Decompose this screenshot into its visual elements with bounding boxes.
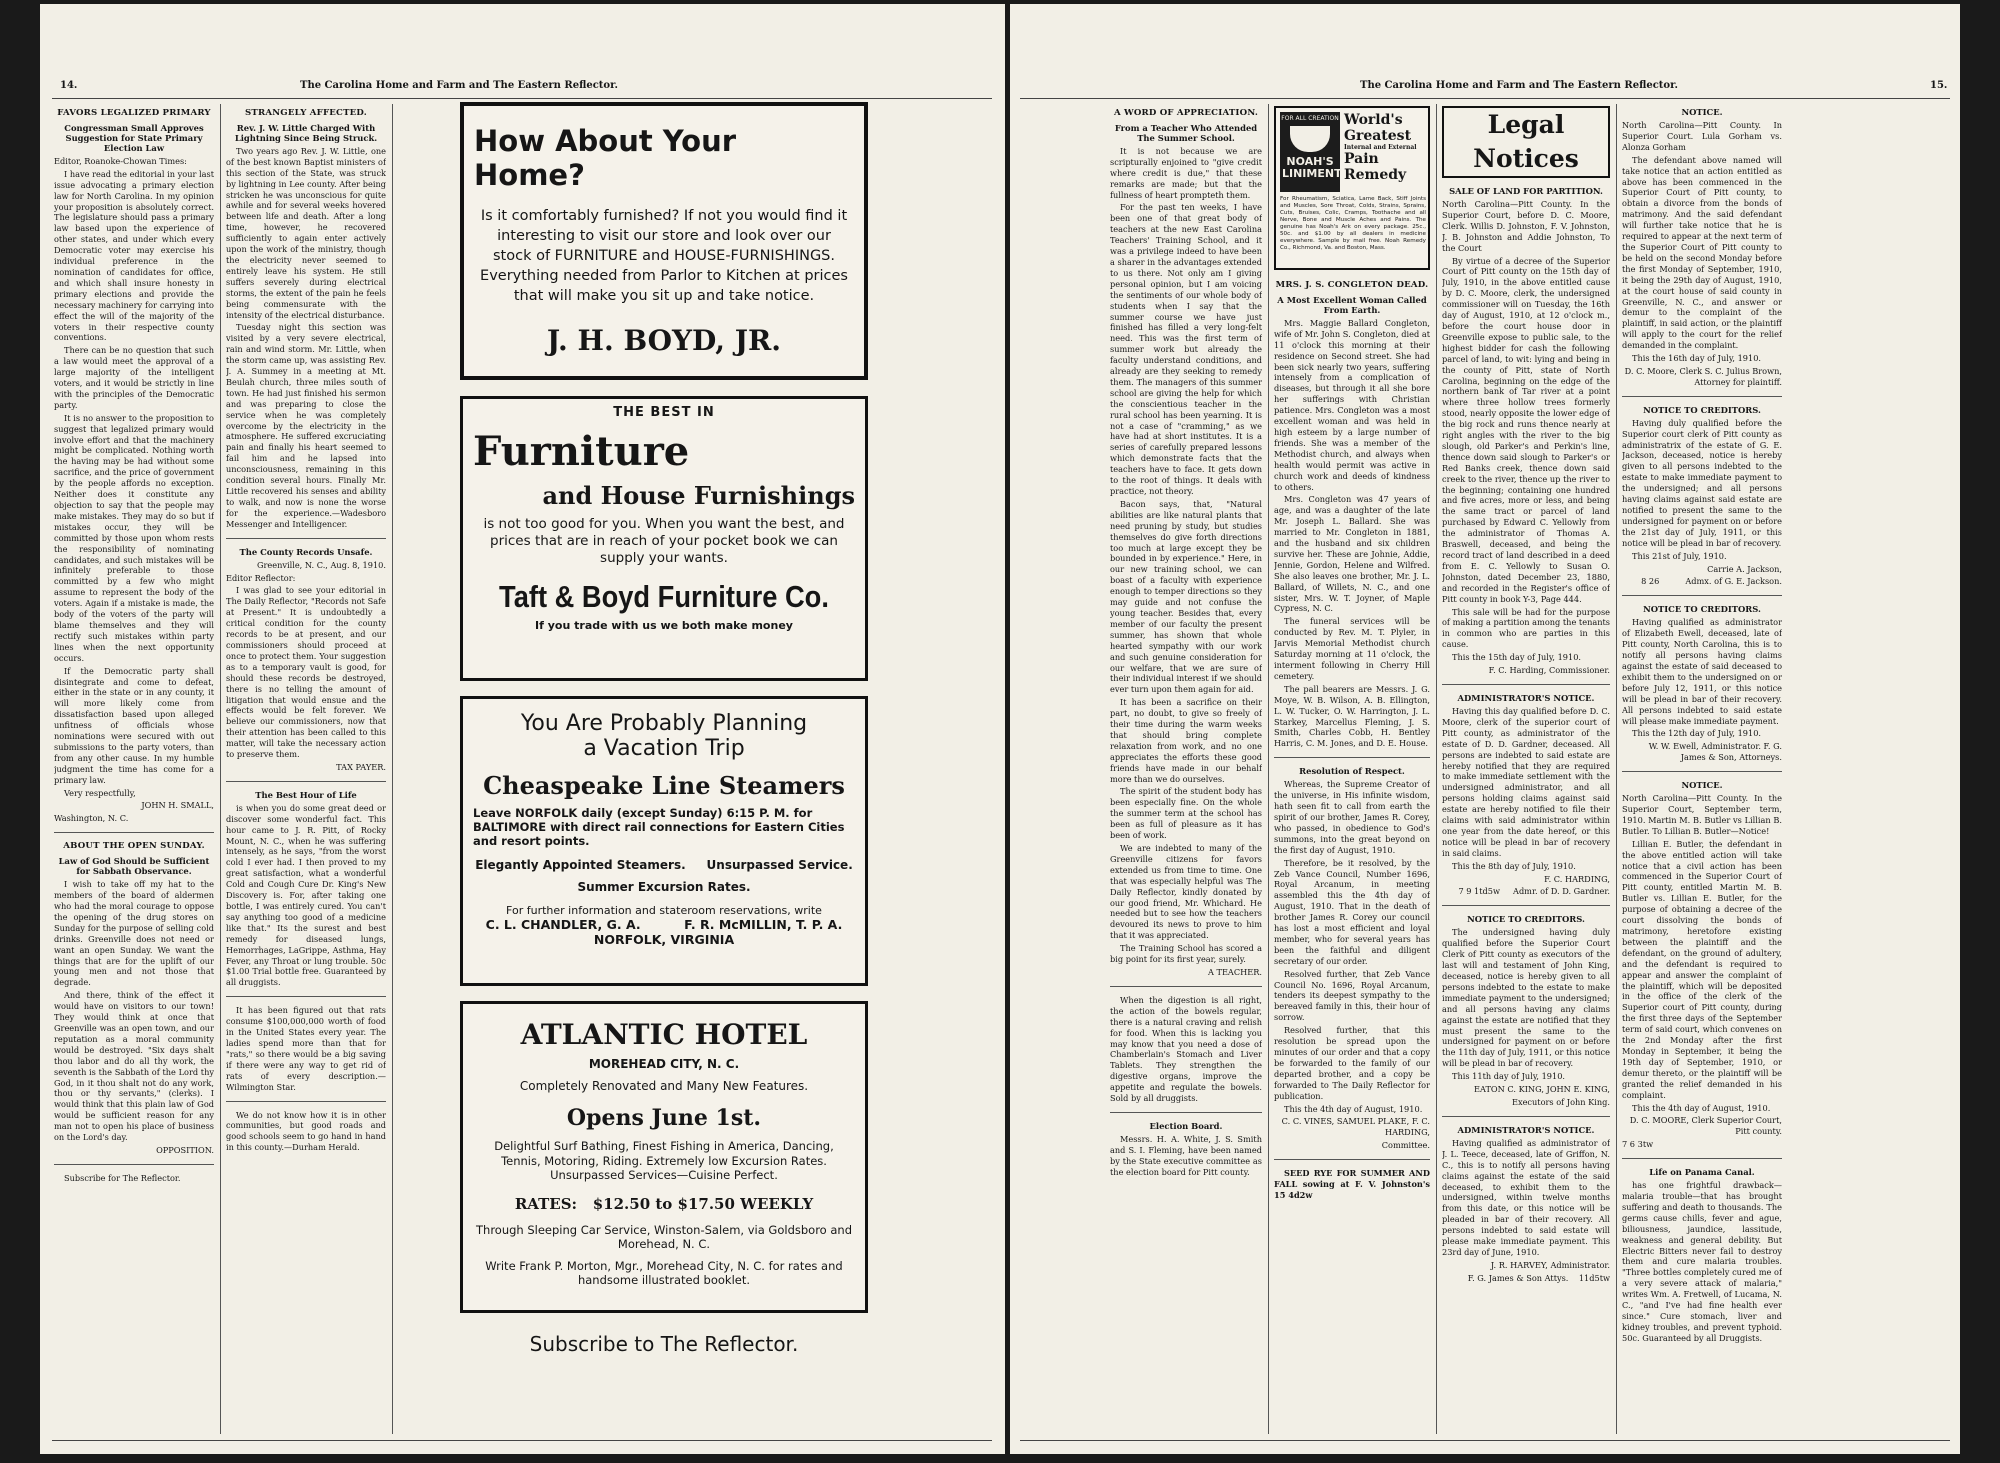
signature: 8 26 Admx. of G. E. Jackson. bbox=[1641, 576, 1782, 587]
divider bbox=[1274, 757, 1430, 758]
paragraph: Having duly qualified before the Superior court clerk of Pitt county as administratrix of the estate of G. E. Jackson, deceased, notice is hereby given to all persons indebted to the estate to make immediate payment to the undersigned; and all persons having claims against said estate are notified to present the same to the undersigned for payment on or before the 21st day of July, 1911, or this notice will be plead in bar of recovery. bbox=[1622, 417, 1782, 548]
signature: EATON C. KING, JOHN E. KING, bbox=[1474, 1084, 1610, 1095]
signature: J. R. HARVEY, Administrator. bbox=[1490, 1259, 1610, 1270]
paragraph: There can be no question that such a law would meet the approval of a large majority of the intelligent voters, and it would be strictly in line with the principles of the Democratic party. bbox=[54, 345, 214, 410]
footer-rule bbox=[52, 1440, 992, 1441]
column-1 bbox=[54, 104, 214, 1439]
newspaper-page-left bbox=[40, 4, 1005, 1454]
ad-contact: Write Frank P. Morton, Mgr., Morehead City, N. C. for rates and handsome illustrated booklet. bbox=[485, 1258, 843, 1287]
paragraph: By virtue of a decree of the Superior Court of Pitt county on the 15th day of July, 1910, in the above entitled cause by D. C. Moore, clerk, the undersigned commissioner will on Tuesday, the 16th day of August, 1910, at 12 o'clock m., before the court house door in Greenville expose to public sale, to the highest bidder for cash the following parcel of land, to wit: lying and being in the county of Pitt, state of North Carolina, beginning on the edge of the northern bank of Tar river at a point where three hollow trees formerly stood, nearly opposite the lower edge of the big rock and runs thence nearly at right angles with the river to the big slough, old Parker's and Perkin's line, thence down said slough to Parker's or Red Banks creek, thence down said creek to the river, thence up the river to the beginning; containing one hundred and five acres, more or less, and being the same tract or parcel of land purchased by Edward C. Yellowly from the administrator of Thomas A. Braswell, deceased, and being the record tract of land described in a deed from E. C. Yellowly to Susan O. Johnston, dated December 23, 1880, and recorded in the Register's office of Pitt county in book Y-3, Page 444. bbox=[1442, 255, 1610, 604]
paragraph: We do not know how it is in other communities, but good roads and good schools seem to go hand in hand in this county.—Durham Herald. bbox=[226, 1109, 386, 1153]
paragraph: Resolved further, that this resolution be spread upon the minutes of our order and that a copy be forwarded to the family of our departed brother, and a copy be forwarded to The Daily Reflector for publication. bbox=[1274, 1025, 1430, 1101]
signature: D. C. MOORE, Clerk Superior Court, Pitt county. bbox=[1629, 1115, 1782, 1137]
paragraph: Mrs. Congleton was 47 years of age, and was a daughter of the late Mr. Joseph L. Ballard. She was married to Mr. Congleton in 1881, and the husband and six children survive her. These are Johnie, Addie, Jennie, Gordon, Helene and Wilfred. She also leaves one brother, Mr. J. L. Ballard, of Willets, N. C., and one sister, Mrs. W. T. Joyner, of Maple Cypress, N. C. bbox=[1274, 494, 1430, 614]
signature: 7 9 1td5w Admr. of D. D. Gardner. bbox=[1458, 886, 1610, 897]
paragraph: Lillian E. Butler, the defendant in the above entitled action will take notice that a civil action has been commenced in the Superior Court of Pitt county, entitled Martin M. B. Butler vs. Lillian E. Butler, for the purpose of obtaining a decree of the court dissolving the bonds of matrimony, heretofore existing between the plaintiff and the defendant, on the ground of adultery, and the defendant is required to appear and answer the complaint of the plaintiff, which will be deposited in the office of the clerk of the Superior court of Pitt county, during the first three days of the September term of said court, which convenes on the 2nd Monday after the first Monday in September, it being the 19th day of September, 1910, or demur thereto, or the plaintiff will be granted the relief demanded in his complaint. bbox=[1622, 838, 1782, 1100]
ad-opens: Opens June 1st. bbox=[566, 1105, 762, 1131]
column-rule bbox=[1268, 104, 1269, 1434]
divider bbox=[1110, 986, 1262, 987]
signature: 7 6 3tw bbox=[1622, 1139, 1654, 1150]
ad-rates: Summer Excursion Rates. bbox=[577, 880, 751, 894]
divider bbox=[1442, 1116, 1610, 1117]
ark-hull-icon bbox=[1290, 126, 1330, 152]
divider bbox=[226, 996, 386, 997]
divider bbox=[226, 781, 386, 782]
paragraph: We are indebted to many of the Greenville citizens for favors extended us from time to time. One that was especially helpful was The Daily Reflector, kindly donated by our good friend, Mr. Whichard. He needed but to see how the teachers devoured its news to prove to him that it was appreciated. bbox=[1110, 843, 1262, 941]
ad-city: NORFOLK, VIRGINIA bbox=[593, 932, 735, 947]
ad-noahs-liniment bbox=[1274, 106, 1430, 270]
paragraph: The defendant above named will take notice that an action entitled as above has been commenced in the Superior Court of Pitt county, to obtain a divorce from the bonds of matrimony. And the said defendant will further take notice that he is required to appear at the next term of the Superior Court of Pitt county to be held on the second Monday before the first Monday of September, 1910, it being the 29th day of August, 1910, at the court house of said county in Greenville, N. C., and answer or demur to the complaint of the plaintiff, in said action, or the plaintiff will apply to the court for the relief demanded in the complaint. bbox=[1622, 154, 1782, 351]
paragraph: It has been a sacrifice on their part, no doubt, to give so freely of their time during the warm weeks that should bring complete relaxation from work, and no one appreciates the efforts these good friends have made in our behalf more than we do ourselves. bbox=[1110, 697, 1262, 784]
notice-title: NOTICE TO CREDITORS. bbox=[1467, 914, 1585, 925]
article-subtitle: Congressman Small Approves Suggestion for State Primary Election Law bbox=[64, 122, 204, 153]
paragraph: The funeral services will be conducted by Rev. M. T. Plyler, in Jarvis Memorial Methodist church Saturday morning at 11 o'clock, the interment following in Cherry Hill cemetery. bbox=[1274, 616, 1430, 681]
signature: W. W. Ewell, Administrator. F. G. James & Son, Attorneys. bbox=[1648, 741, 1782, 763]
divider bbox=[1622, 771, 1782, 772]
ad-agents: C. L. CHANDLER, G. A. F. R. McMILLIN, T. P. A. bbox=[485, 917, 843, 932]
ad-taft-boyd-furniture bbox=[460, 396, 868, 681]
paragraph: This 21st of July, 1910. bbox=[1632, 550, 1727, 561]
ad-headline: Cheaspeake Line Steamers bbox=[483, 771, 845, 800]
divider bbox=[54, 1164, 214, 1165]
ad-service: Through Sleeping Car Service, Winston-Salem, via Goldsboro and Morehead, N. C. bbox=[476, 1222, 852, 1251]
paragraph: This sale will be had for the purpose of making a partition among the tenants in common who are parties in this cause. bbox=[1442, 606, 1610, 650]
divider bbox=[1442, 905, 1610, 906]
signature: F. G. James & Son Attys. 11d5tw bbox=[1467, 1272, 1610, 1283]
ad-info: For further information and stateroom reservations, write bbox=[506, 904, 822, 917]
paragraph: This 11th day of July, 1910. bbox=[1452, 1071, 1566, 1082]
notice-title: NOTICE. bbox=[1681, 780, 1723, 791]
article-subtitle: From a Teacher Who Attended The Summer School. bbox=[1114, 122, 1258, 143]
signature: Carrie A. Jackson, bbox=[1707, 563, 1782, 574]
article-title: Resolution of Respect. bbox=[1299, 766, 1405, 777]
article-title: The County Records Unsafe. bbox=[239, 546, 373, 557]
signature: F. C. Harding, Commissioner. bbox=[1488, 665, 1610, 676]
ad-kicker: THE BEST IN bbox=[613, 405, 715, 420]
divider bbox=[226, 1101, 386, 1102]
paragraph: Having this day qualified before D. C. Moore, clerk of the superior court of Pitt county, as administrator of the estate of D. D. Gardner, deceased. All persons are indebted to said estate are hereby notified that they are required to make immediate settlement with the undersigned administrator, and all persons holding claims against said estate are hereby notified to file their claims with said administrator within one year from the date hereof, or this notice will be plead in bar of recovery in said claims. bbox=[1442, 705, 1610, 858]
paragraph: has one frightful drawback—malaria trouble—that has brought suffering and death to thousands. The germs cause chills, fever and ague, biliousness, jaundice, lassitude, weakness and general debility. But Electric Bitters never fail to destroy them and cure malaria troubles. "Three bottles completely cured me of a very severe attack of malaria," writes Wm. A. Fretwell, of Lucama, N. C., "and I've had fine health ever since." Cure stomach, liver and kidney troubles, and prevent typhoid. 50c. Guaranteed by all Druggists. bbox=[1622, 1180, 1782, 1343]
divider bbox=[54, 832, 214, 833]
paragraph: Tuesday night this section was visited by a very severe electrical, rain and wind storm. Mr. Little, when the storm came up, was assisting Rev. J. A. Summey in a meeting at Mt. Beulah church, three miles south of town. He had just finished his sermon and was preparing to close the service when he was completely overcome by the electricity in the atmosphere. He suffered excruciating pain and finally his heart seemed to fail him and he lapsed into unconsciousness, remaining in this condition several hours. Finally Mr. Little recovered his senses and ability to walk, and now is none the worse for the experience.—Wadesboro Messenger and Intelligencer. bbox=[226, 322, 386, 529]
article-subtitle: A Most Excellent Woman Called From Earth. bbox=[1277, 294, 1427, 315]
paragraph: I have read the editorial in your last issue advocating a primary election law for North Carolina. In my opinion your proposition is absolutely correct. The legislature should pass a primary law based upon the experience of other states, and under which every Democratic voter may exercise his individual preference in the nomination of candidates for office, and which shall insure honesty in primary elections and provide the necessary machinery for carrying into effect the will of the majority of the voters in their respective county conventions. bbox=[54, 168, 214, 343]
salutation: Editor Reflector: bbox=[226, 572, 296, 583]
footer-rule bbox=[1020, 1440, 1950, 1441]
paragraph: Mrs. Maggie Ballard Congleton, wife of Mr. John S. Congleton, died at 11 o'clock this morning at their residence on Second street. She had been sick nearly two years, suffering intensely from a complication of diseases, but through it all she bore her sufferings with Christian patience. Mrs. Congleton was a most excellent woman and was held in high esteem by a large number of friends. She was a member of the Methodist church, and always when health would permit was active in church work and deeds of kindness to others. bbox=[1274, 317, 1430, 492]
article-title: Election Board. bbox=[1149, 1120, 1223, 1131]
notice-title: ADMINISTRATOR'S NOTICE. bbox=[1457, 1124, 1595, 1135]
divider bbox=[1110, 1112, 1262, 1113]
subscribe-banner: Subscribe to The Reflector. bbox=[529, 1332, 799, 1356]
signature: TAX PAYER. bbox=[336, 761, 386, 772]
paragraph: This the 15th day of July, 1910. bbox=[1452, 652, 1582, 663]
ad-boyd-home bbox=[460, 102, 868, 380]
signature: JOHN H. SMALL, bbox=[141, 800, 214, 811]
paragraph: Resolved further, that Zeb Vance Council No. 1696, Royal Arcanum, tenders its deepest sympathy to the bereaved family in this, their hour of sorrow. bbox=[1274, 968, 1430, 1023]
dateline: Greenville, N. C., Aug. 8, 1910. bbox=[256, 559, 386, 570]
paragraph: For the past ten weeks, I have been one of that great body of teachers at the new East Carolina Teachers' Training School, and it was a privilege indeed to have been a sharer in the advantages extended to us there. Not only am I giving personal opinion, but I am voicing the sentiments of our whole body of students when I say that the summer course we have just finished has filled a very long-felt need. This was the first term of summer work but already the faculty understand conditions, and already are they seeking to remedy them. The managers of this summer school are giving the help for which the conscientious teacher in the rural school has been yearning. It is not a case of "cramming," as we have had at short institutes. It is a series of carefully prepared lessons which demonstrate facts that the teachers have to face. It gets down to the root of things. It deals with practice, not theory. bbox=[1110, 202, 1262, 496]
paragraph: Two years ago Rev. J. W. Little, one of the best known Baptist ministers of this section of the State, was struck by lightning in Lee county. After being stricken he was unconscious for quite awhile and for several weeks hovered between life and death. After a long time, however, he recovered sufficiently to again enter actively upon the work of the ministry, though the electricity never seemed to entirely leave his system. He still suffers severely during electrical storms, the extent of the pain he feels being commensurate with the intensity of the electrical disturbance. bbox=[226, 145, 386, 320]
article-title: The Best Hour of Life bbox=[255, 789, 357, 800]
ad-subheadline: and House Furnishings bbox=[542, 481, 855, 510]
paragraph: I was glad to see your editorial in The Daily Reflector, "Records not Safe at Present." It is undoubtedly a critical condition for the county records to be at present, and our commissioners should proceed at once to protect them. Your suggestion as to a temporary vault is good, for should these records be destroyed, there is no telling the amount of litigation that would ensue and the effects would be felt forever. We believe our commissioners, now that their attention has been called to this matter, will take the necessary action to preserve them. bbox=[226, 585, 386, 760]
ad-schedule: Leave NORFOLK daily (except Sunday) 6:15 P. M. for BALTIMORE with direct rail connections for Eastern Cities and resort points. bbox=[473, 806, 845, 848]
paragraph: The spirit of the student body has been especially fine. On the whole the summer term at the school has been as full of pleasure as it has been of work. bbox=[1110, 786, 1262, 841]
footer-note: Subscribe for The Reflector. bbox=[64, 1172, 181, 1183]
paragraph: It is not because we are scripturally enjoined to "give credit where credit is due," that these remarks are made; but that the fullness of heart prompteth them. bbox=[1110, 145, 1262, 200]
paragraph: This the 16th day of July, 1910. bbox=[1632, 353, 1762, 364]
signature: F. C. HARDING, bbox=[1544, 873, 1610, 884]
ad-headline-2: Pain Remedy bbox=[1344, 151, 1407, 183]
ad-renovated: Completely Renovated and Many New Features. bbox=[519, 1079, 809, 1093]
ark-logo-icon bbox=[1280, 112, 1340, 192]
paragraph: Whereas, the Supreme Creator of the universe, in His infinite wisdom, hath seen fit to call from earth the spirit of our brother, James R. Corey, who passed, in obedience to God's summons, into the great beyond on the first day of August, 1910. bbox=[1274, 779, 1430, 855]
page-number: 14. bbox=[60, 80, 78, 91]
ad-rates: RATES: $12.50 to $17.50 WEEKLY bbox=[514, 1194, 814, 1213]
column-6 bbox=[1622, 104, 1782, 1439]
article-title: ABOUT THE OPEN SUNDAY. bbox=[63, 841, 205, 852]
column-3 bbox=[1110, 104, 1262, 1439]
ad-features: Elegantly Appointed Steamers. Unsurpassed Service. bbox=[475, 858, 853, 872]
divider bbox=[1622, 1158, 1782, 1159]
divider bbox=[1622, 595, 1782, 596]
paragraph: When the digestion is all right, the action of the bowels regular, there is a natural craving and relish for food. When this is lacking you may know that you need a dose of Chamberlain's Stomach and Liver Tablets. They strengthen the digestive organs, improve the appetite and regulate the bowels. Sold by all druggists. bbox=[1110, 994, 1262, 1104]
column-2 bbox=[226, 104, 386, 1439]
ad-place: MOREHEAD CITY, N. C. bbox=[588, 1057, 740, 1071]
signature: Executors of John King. bbox=[1511, 1096, 1610, 1107]
ad-brand: NOAH'S LINIMENT bbox=[1282, 155, 1342, 180]
footer-note: SEED RYE FOR SUMMER AND FALL sowing at F. V. Johnston's 15 4d2w bbox=[1274, 1168, 1430, 1200]
ad-headline: World's Greatest bbox=[1344, 112, 1412, 144]
ad-headline: How About Your Home? bbox=[474, 124, 737, 192]
paragraph: Therefore, be it resolved, by the Zeb Vance Council, Number 1696, Royal Arcanum, in meeting assembled this the 4th day of August, 1910. That in the death of brother James R. Corey our council has lost a most efficient and loyal member, who for several years has been the faithful and diligent secretary of our order. bbox=[1274, 857, 1430, 966]
ad-kicker-2: a Vacation Trip bbox=[583, 736, 745, 761]
ad-tagline: If you trade with us we both make money bbox=[535, 619, 793, 632]
notice-title: SALE OF LAND FOR PARTITION. bbox=[1449, 186, 1603, 196]
article-subtitle: Rev. J. W. Little Charged With Lightning Since Being Struck. bbox=[234, 122, 378, 143]
paragraph: The Training School has scored a big point for its first year, surely. bbox=[1110, 943, 1262, 965]
paragraph: Having qualified as administrator of Elizabeth Ewell, deceased, late of Pitt county, North Carolina, this is to notify all persons having claims against the estate of said deceased to exhibit them to the undersigned on or before July 12, 1911, or this notice will be plead in bar of their recovery. All persons indebted to said estate will please make immediate payment. bbox=[1622, 617, 1782, 726]
paragraph: And there, think of the effect it would have on visitors to our town! They would think at once that Greenville was an open town, and our reputation as a moral community would be destroyed. "Six days shalt thou labor and do all thy work, the seventh is the Sabbath of the Lord thy God, in it thou shalt not do any work, thou or thy servants," (clerks). I would think that this plain law of God would be sufficient reason for any man not to open his place of business on the Lord's day. bbox=[54, 990, 214, 1143]
paragraph: If the Democratic party shall disintegrate and come to defeat, either in the state or in any county, it will more likely come from dissatisfaction based upon alleged unfitness of officials whose nominations were secured with out submissions to the party voters, than from any other cause. In my humble judgment the time has come for a primary law. bbox=[54, 665, 214, 785]
column-rule bbox=[220, 104, 221, 1434]
divider bbox=[1274, 1159, 1430, 1160]
divider bbox=[226, 538, 386, 539]
paragraph: is when you do some great deed or discover some wonderful fact. This hour came to J. R. Pitt, of Rocky Mount, N. C., when he was suffering intensely, as he says, "from the worst cold I ever had. I then proved to my great satisfaction, what a wonderful Cold and Cough Cure Dr. King's New Discovery is. For, after taking one bottle, I was entirely cured. You can't say anything too good of a medicine like that." Its the surest and best remedy for diseased lungs, Hemorrhages, LaGrippe, Asthma, Hay Fever, any Throat or lung trouble. 50c $1.00 Trial bottle free. Guaranteed by all druggists. bbox=[226, 802, 386, 988]
article-subtitle: Law of God Should be Sufficient for Sabbath Observance. bbox=[58, 856, 210, 877]
notice-title: NOTICE. bbox=[1681, 107, 1723, 117]
ad-body: Is it comfortably furnished? If not you would find it interesting to visit our store and look over our stock of FURNITURE and HOUSE-FURNISHINGS. Everything needed from Parlor to Kitchen at prices that will make you sit up and take notice. bbox=[480, 208, 848, 304]
ad-kicker: You Are Probably Planning bbox=[520, 711, 808, 736]
signature: D. C. Moore, Clerk S. C. Julius Brown, Attorney for plaintiff. bbox=[1624, 365, 1782, 387]
closing: Very respectfully, bbox=[64, 787, 136, 798]
ad-advertiser: Taft & Boyd Furniture Co. bbox=[499, 579, 829, 614]
paragraph: This the 4th day of August, 1910. bbox=[1284, 1103, 1423, 1114]
ad-advertiser: J. H. BOYD, JR. bbox=[546, 324, 782, 357]
page-number: 15. bbox=[1930, 80, 1948, 91]
article-title: FAVORS LEGALIZED PRIMARY bbox=[57, 108, 211, 118]
paragraph: Having qualified as administrator of J. L. Teece, deceased, late of Griffon, N. C., this is to notify all persons having claims against the estate of the said deceased, to exhibit them to the undersigned, within twelve months from this date, or this notice will be pleaded in bar of their recovery. All persons indebted to said estate will please make immediate payment. This 23rd day of June, 1910. bbox=[1442, 1137, 1610, 1257]
newspaper-page-right bbox=[1010, 4, 1960, 1454]
article-title: Life on Panama Canal. bbox=[1649, 1167, 1755, 1178]
column-rule bbox=[1436, 104, 1437, 1434]
paragraph: This the 8th day of July, 1910. bbox=[1452, 860, 1576, 871]
notice-title: NOTICE TO CREDITORS. bbox=[1643, 604, 1761, 615]
ad-badge: FOR ALL CREATION bbox=[1281, 115, 1339, 122]
notice-title: NOTICE TO CREDITORS. bbox=[1643, 404, 1761, 415]
header-rule bbox=[52, 98, 992, 99]
divider bbox=[1622, 396, 1782, 397]
paragraph: This the 12th day of July, 1910. bbox=[1632, 728, 1762, 739]
signature: OPPOSITION. bbox=[156, 1144, 214, 1155]
running-head: The Carolina Home and Farm and The Eastern Reflector. bbox=[300, 80, 618, 91]
paragraph: The undersigned having duly qualified before the Superior Court Clerk of Pitt county as executors of the last will and testament of John King, deceased, notice is hereby given to all persons indebted to the estate to make immediate payment to the undersigned; and all persons having any claims against the estate are notified that they must present the same to the undersigned for payment on or before the 11th day of July, 1911, or this notice will be plead in bar of recovery. bbox=[1442, 927, 1610, 1069]
column-rule bbox=[392, 104, 393, 1434]
paragraph: North Carolina—Pitt County. In the Superior Court, September term, 1910. Martin M. B. Butler vs Lillian B. Butler. To Lillian B. Butler—Notice! bbox=[1622, 793, 1782, 836]
paragraph: I wish to take off my hat to the members of the board of aldermen who had the moral courage to oppose the opening of the drug stores on Sunday for the purpose of selling cold drinks. Greenville does not need or want an open Sunday. We want the things that are for the uplift of our young men and not those that degrade. bbox=[54, 879, 214, 988]
article-title: MRS. J. S. CONGLETON DEAD. bbox=[1275, 280, 1429, 290]
ad-atlantic-hotel bbox=[460, 1001, 868, 1313]
paragraph: It has been figured out that rats consume $100,000,000 worth of food in the United States every year. The ladies spend more than that for "rats," so there would be a big saving if there were any way to get rid of rats of every description.—Wilmington Star. bbox=[226, 1005, 386, 1092]
ad-headline: Furniture bbox=[473, 428, 690, 475]
ad-subheadline: Internal and External bbox=[1344, 144, 1417, 151]
paragraph: North Carolina—Pitt County. In Superior Court. Lula Gorham vs. Alonza Gorham bbox=[1622, 120, 1782, 152]
legal-notices-heading: Legal Notices bbox=[1442, 106, 1610, 178]
paragraph: The pall bearers are Messrs. J. G. Moye, W. B. Wilson, A. B. Ellington, L. W. Tucker, O. W. Harrington, J. L. Starkey, Marcellus Fleming, J. S. Smith, Charles Cobb, H. Bentley Harris, C. M. Jones, and D. E. House. bbox=[1274, 683, 1430, 749]
column-rule bbox=[1616, 104, 1617, 1434]
running-head: The Carolina Home and Farm and The Eastern Reflector. bbox=[1360, 80, 1678, 91]
ad-headline-block bbox=[1344, 112, 1426, 183]
place: Washington, N. C. bbox=[54, 813, 129, 824]
signatures: C. C. VINES, SAMUEL PLAKE, F. C. HARDING, bbox=[1281, 1116, 1430, 1138]
ad-body: is not too good for you. When you want the best, and prices that are in reach of your pocket book we can supply your wants. bbox=[483, 516, 845, 566]
ad-body: Delightful Surf Bathing, Finest Fishing in America, Dancing, Tennis, Motoring, Riding. Extremely low Excursion Rates. Unsurpassed Services—Cuisine Perfect. bbox=[494, 1139, 834, 1182]
paragraph: Bacon says, that, "Natural abilities are like natural plants that need pruning by study, but studies themselves do give forth directions too much at large except they be bounded in by experience." Here, in our new training school, we can boast of a faculty with experience enough to temper directions so they may guide and not confuse the young teacher. Besides that, every member of our faculty the present summer, has shown that whole hearted sympathy with our work and such genuine consideration for our welfare, that we are sure of their individual interest if we should ever turn upon them again for aid. bbox=[1110, 498, 1262, 695]
signature: A TEACHER. bbox=[1207, 966, 1262, 977]
paragraph: Messrs. H. A. White, J. S. Smith and S. I. Fleming, have been named by the State executive committee as the election board for Pitt county. bbox=[1110, 1133, 1262, 1177]
notice-title: ADMINISTRATOR'S NOTICE. bbox=[1457, 692, 1595, 703]
column-4 bbox=[1274, 276, 1430, 1439]
paragraph: This the 4th day of August, 1910. bbox=[1632, 1102, 1771, 1113]
ad-body: For Rheumatism, Sciatica, Lame Back, Stiff Joints and Muscles, Sore Throat, Colds, Strains, Sprains, Cuts, Bruises, Colic, Cramps, Toothache and all Nerve, Bone and Muscle Aches and Pains. The genuine has Noah's Ark on every package. 25c., 50c. and $1.00 by all dealers in medicine everywhere. Sample by mail free. Noah Remedy Co., Richmond, Va. and Boston, Mass. bbox=[1280, 196, 1426, 251]
article-title: STRANGELY AFFECTED. bbox=[245, 108, 367, 118]
salutation: Editor, Roanoke-Chowan Times: bbox=[54, 155, 187, 166]
column-5 bbox=[1442, 104, 1610, 1439]
paragraph: It is no answer to the proposition to suggest that legalized primary would involve effort and that the machinery might be complicated. Nothing worth the having may be had without some sacrifice, and the price of government by the people affords no exception. Neither does it constitute any objection to say that the people may make mistakes. They may do so but if mistakes occur, they will be committed by those upon whom rests the responsibility of nominating candidates, and such mistakes will be infinitely preferable to those committed by a few who might assume to represent the body of the voters. Again if a mistake is made, the body of the voters of the party will blame themselves and they will rectify such mistakes within party lines when the next opportunity occurs. bbox=[54, 412, 214, 663]
ad-chesapeake-steamers bbox=[460, 696, 868, 986]
article-title: A WORD OF APPRECIATION. bbox=[1113, 108, 1259, 118]
paragraph: North Carolina—Pitt County. In the Superior Court, before D. C. Moore, Clerk. Willis D. Johnston, F. V. Johnston, J. B. Johnston and Addie Johnston, To the Court bbox=[1442, 199, 1610, 253]
header-rule bbox=[1020, 98, 1950, 99]
signature: Committee. bbox=[1381, 1140, 1430, 1151]
ad-headline: ATLANTIC HOTEL bbox=[520, 1018, 808, 1051]
divider bbox=[1442, 684, 1610, 685]
